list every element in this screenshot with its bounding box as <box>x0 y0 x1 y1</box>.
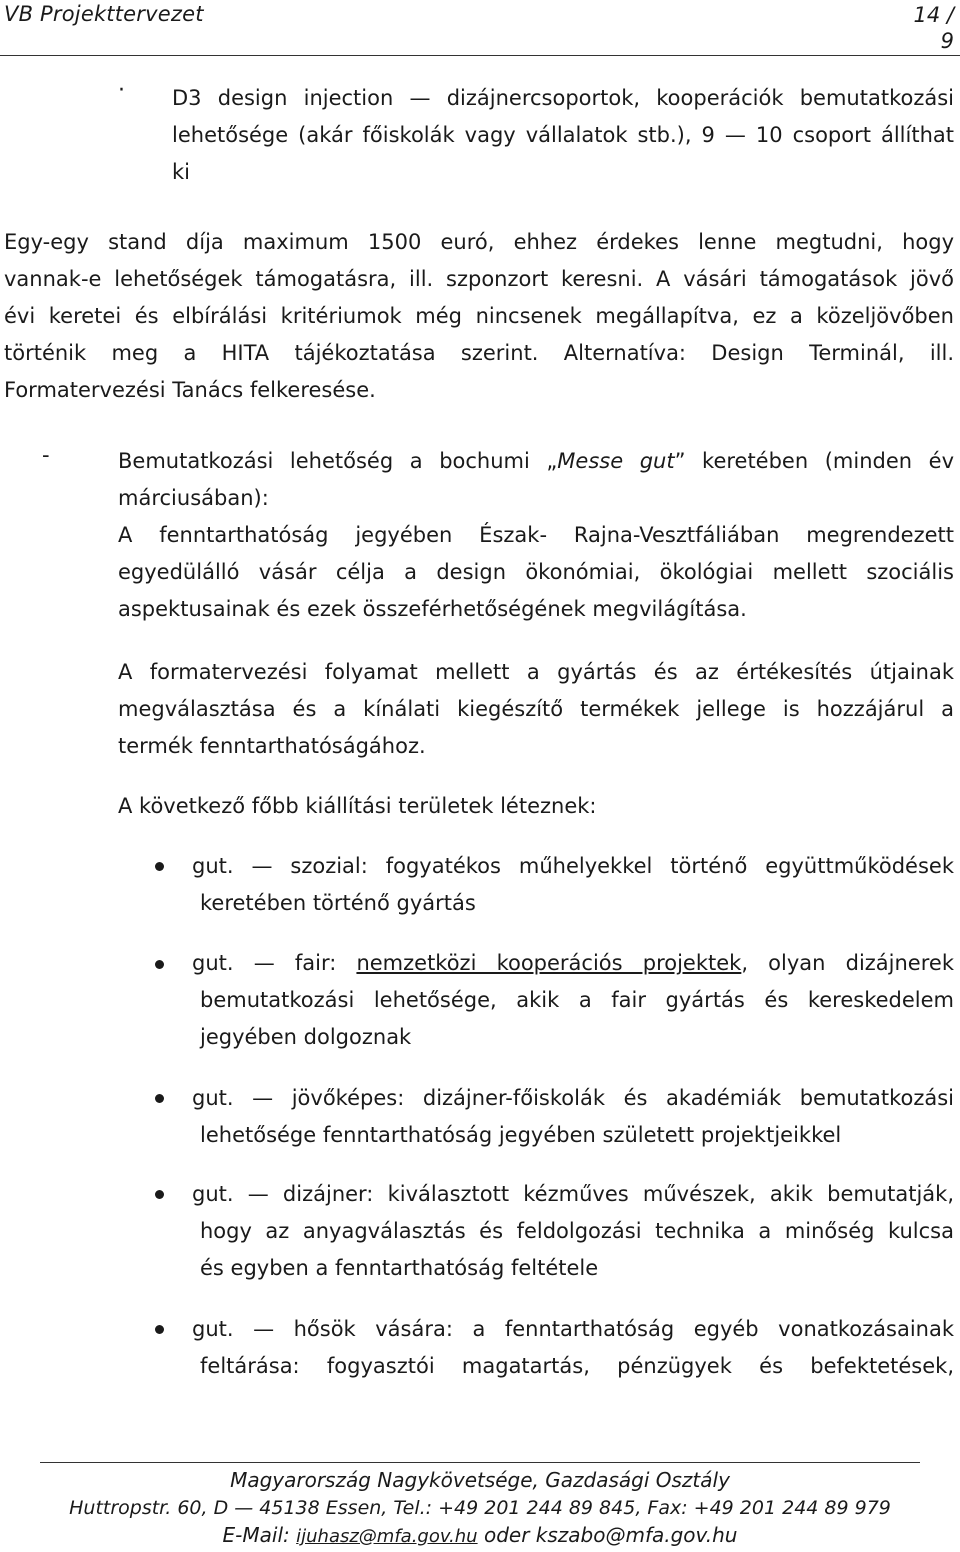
text-line: A formatervezési folyamat mellett a gyártás és az értékesítés útjainak <box>118 660 954 684</box>
header-divider <box>0 55 960 56</box>
bullet-icon <box>155 1094 164 1103</box>
list-marker-dot: · <box>118 78 125 103</box>
dash-item-text <box>118 443 954 628</box>
text-line: aspektusainak és ezek összeférhetőségének megvilágítása. <box>118 597 747 621</box>
bullet-icon <box>155 862 164 871</box>
email-label: E-Mail: <box>222 1523 297 1547</box>
bullet-icon <box>155 960 164 969</box>
bullet-icon <box>155 1325 164 1334</box>
text-line <box>192 945 954 982</box>
text-line: megválasztása és a kínálati kiegészítő termékek jellege is hozzájárul a <box>118 697 954 721</box>
header-page-number <box>914 2 954 54</box>
event-name: Messe gut <box>557 449 675 473</box>
projects-link[interactable]: nemzetközi kooperációs projektek <box>356 951 742 975</box>
text-line: termék fenntarthatóságához. <box>118 734 426 758</box>
text-line: évi keretei és elbírálási kritériumok még nincsenek megállapítva, ez a közeljövőben <box>4 304 954 328</box>
text-line: lehetősége fenntarthatóság jegyében született projektjeikkel <box>200 1123 842 1147</box>
text-line: lehetősége (akár főiskolák vagy vállalatok stb.), 9 — 10 csoport állíthat <box>172 123 954 147</box>
bullet-item-dizajner <box>192 1176 954 1287</box>
footer-email <box>0 1520 960 1552</box>
text-line: és egyben a fenntarthatóság feltétele <box>200 1256 599 1280</box>
text-line: Formatervezési Tanács felkeresése. <box>4 378 376 402</box>
footer-address: Huttropstr. 60, D — 45138 Essen, Tel.: +49 201 244 89 845, Fax: +49 201 244 89 979 <box>69 1497 891 1519</box>
list-marker-dash: - <box>42 443 50 467</box>
text-line: egyedülálló vásár célja a design ökonómiai, ökológiai mellett szociális <box>118 560 954 584</box>
text-line <box>118 443 954 480</box>
text-line: gut. — hősök vására: a fenntarthatóság egyéb vonatkozásainak <box>192 1317 954 1341</box>
text-line: jegyében dolgoznak <box>200 1025 412 1049</box>
paragraph-stand-fee <box>4 224 954 409</box>
page-total: 9 <box>940 29 954 53</box>
bullet-item-fair <box>192 945 954 1056</box>
text-line: D3 design injection — dizájnercsoportok, kooperációk bemutatkozási <box>172 86 954 110</box>
text-line: Egy-egy stand díja maximum 1500 euró, ehhez érdekes lenne megtudni, hogy <box>4 230 954 254</box>
footer-organization: Magyarország Nagykövetsége, Gazdasági Osztály <box>230 1468 730 1492</box>
text-line: A fenntarthatóság jegyében Észak- Rajna-Vesztfáliában megrendezett <box>118 523 954 547</box>
paragraph-design-process <box>118 654 954 765</box>
text-line: gut. — jövőképes: dizájner-főiskolák és akadémiák bemutatkozási <box>192 1086 954 1110</box>
footer-divider <box>40 1462 920 1463</box>
header-title: VB Projekttervezet <box>4 2 204 26</box>
email-link-juhasz[interactable]: ijuhasz@mfa.gov.hu <box>296 1526 478 1547</box>
areas-heading <box>118 788 954 825</box>
page-number: 14 / <box>913 3 954 27</box>
bullet-item-sozial <box>192 848 954 922</box>
text-line: feltárása: fogyasztói magatartás, pénzügyek és befektetések, <box>200 1354 954 1378</box>
text-line: hogy az anyagválasztás és feldolgozási technika a minőség kulcsa <box>200 1219 954 1243</box>
email-szabo[interactable]: kszabo@mfa.gov.hu <box>535 1523 738 1547</box>
intro-item-text <box>172 80 954 191</box>
email-separator: oder <box>477 1523 536 1547</box>
text-line: gut. — dizájner: kiválasztott kézműves művészek, akik bemutatják, <box>192 1182 954 1206</box>
bullet-item-jovokepes <box>192 1080 954 1154</box>
text-line: ki <box>172 160 190 184</box>
text-line: történik meg a HITA tájékoztatása szerint. Alternatíva: Design Terminál, ill. <box>4 341 954 365</box>
text-line: gut. — szozial: fogyatékos műhelyekkel történő együttműködések <box>192 854 954 878</box>
bullet-item-hosok <box>192 1311 954 1385</box>
text-fragment: Bemutatkozási lehetőség a bochumi „ <box>118 449 558 473</box>
text-line: A következő főbb kiállítási területek léteznek: <box>118 794 597 818</box>
text-line: bemutatkozási lehetősége, akik a fair gyártás és kereskedelem <box>200 988 954 1012</box>
text-fragment: ” keretében (minden év <box>674 449 955 473</box>
text-fragment: , olyan dizájnerek <box>741 951 954 975</box>
bullet-icon <box>155 1190 164 1199</box>
text-line: vannak-e lehetőségek támogatásra, ill. szponzort keresni. A vásári támogatások jövő <box>4 267 954 291</box>
text-line: márciusában): <box>118 486 269 510</box>
text-line: keretében történő gyártás <box>200 891 476 915</box>
text-fragment: gut. — fair: <box>192 951 357 975</box>
